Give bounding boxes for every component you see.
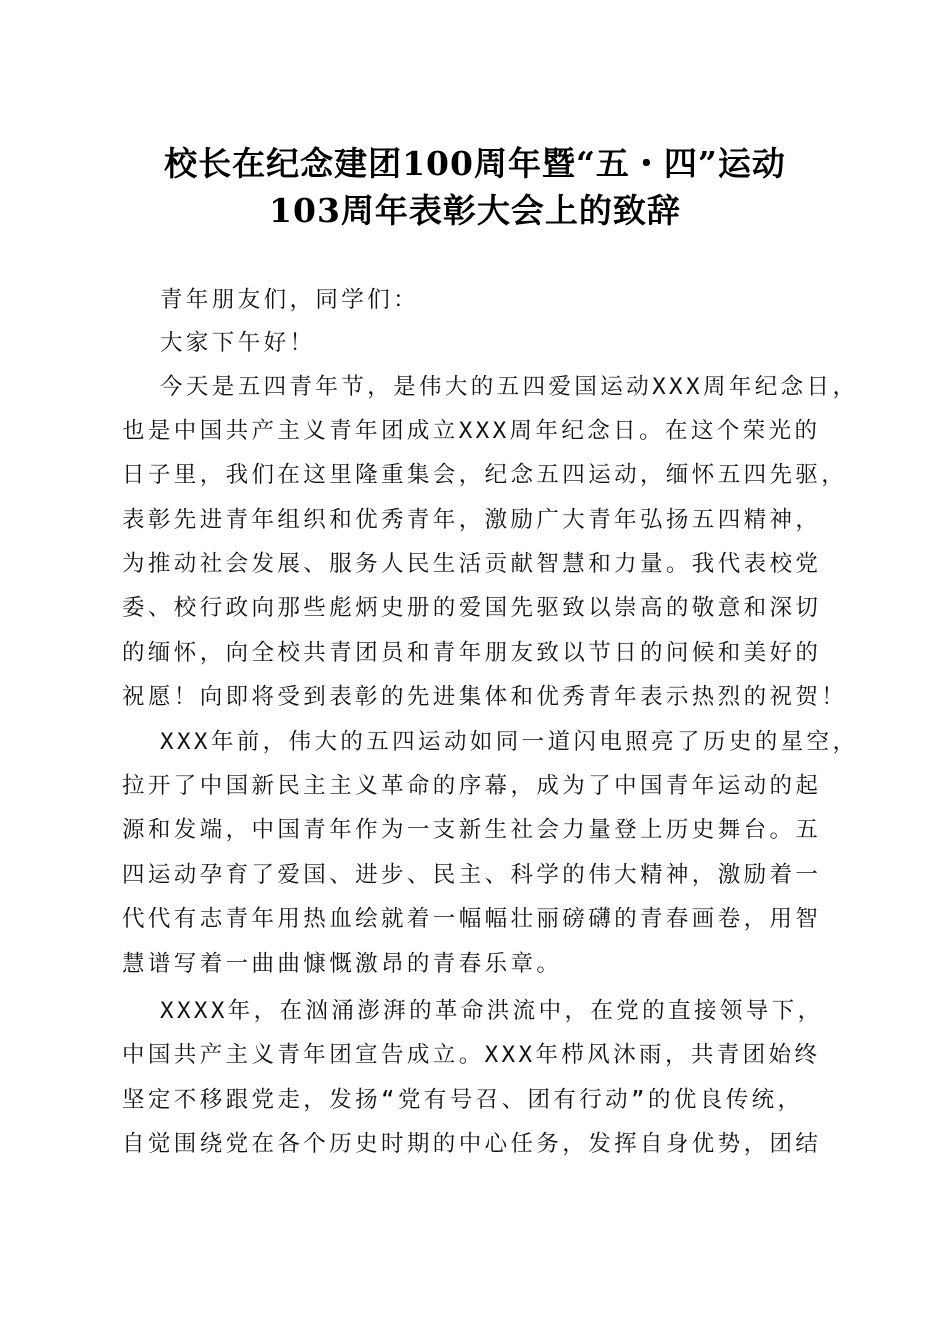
body-line: 源和发端，中国青年作为一支新生社会力量登上历史舞台。五	[122, 817, 822, 843]
greeting-line: 大家下午好！	[160, 330, 316, 356]
document-title-line-2: 103周年表彰大会上的致辞	[269, 191, 681, 230]
body-line: 的缅怀，向全校共青团员和青年朋友致以节日的问候和美好的	[122, 640, 822, 666]
body-line: 中国共产主义青年团宣告成立。XXX年栉风沐雨，共青团始终	[122, 1042, 821, 1068]
body-line: 四运动孕育了爱国、进步、民主、科学的伟大精神，激励着一	[122, 862, 822, 888]
body-line: XXXX年，在汹涌澎湃的革命洪流中，在党的直接领导下，	[160, 998, 824, 1024]
salutation-line: 青年朋友们，同学们：	[160, 287, 420, 313]
body-line: 为推动社会发展、服务人民生活贡献智慧和力量。我代表校党	[122, 551, 822, 577]
body-line: 今天是五四青年节，是伟大的五四爱国运动XXX周年纪念日，	[160, 374, 859, 400]
body-line: 也是中国共产主义青年团成立XXX周年纪念日。在这个荣光的	[122, 418, 821, 444]
body-line: XXX年前，伟大的五四运动如同一道闪电照亮了历史的星空，	[160, 729, 859, 755]
body-line: 慧谱写着一曲曲慷慨激昂的青春乐章。	[122, 951, 563, 977]
body-line: 日子里，我们在这里隆重集会，纪念五四运动，缅怀五四先驱，	[122, 462, 848, 488]
body-line: 坚定不移跟党走，发扬“党有号召、团有行动”的优良传统，	[122, 1087, 804, 1113]
body-line: 祝愿！向即将受到表彰的先进集体和优秀青年表示热烈的祝贺！	[122, 684, 848, 710]
document-title-line-1: 校长在纪念建团100周年暨“五・四”运动	[164, 144, 786, 183]
body-line: 代代有志青年用热血绘就着一幅幅壮丽磅礴的青春画卷，用智	[122, 906, 822, 932]
body-line: 表彰先进青年组织和优秀青年，激励广大青年弘扬五四精神，	[122, 507, 822, 533]
body-line: 委、校行政向那些彪炳史册的爱国先驱致以崇高的敬意和深切	[122, 595, 822, 621]
body-line: 拉开了中国新民主主义革命的序幕，成为了中国青年运动的起	[122, 773, 822, 799]
body-line: 自觉围绕党在各个历史时期的中心任务，发挥自身优势，团结	[122, 1131, 822, 1157]
